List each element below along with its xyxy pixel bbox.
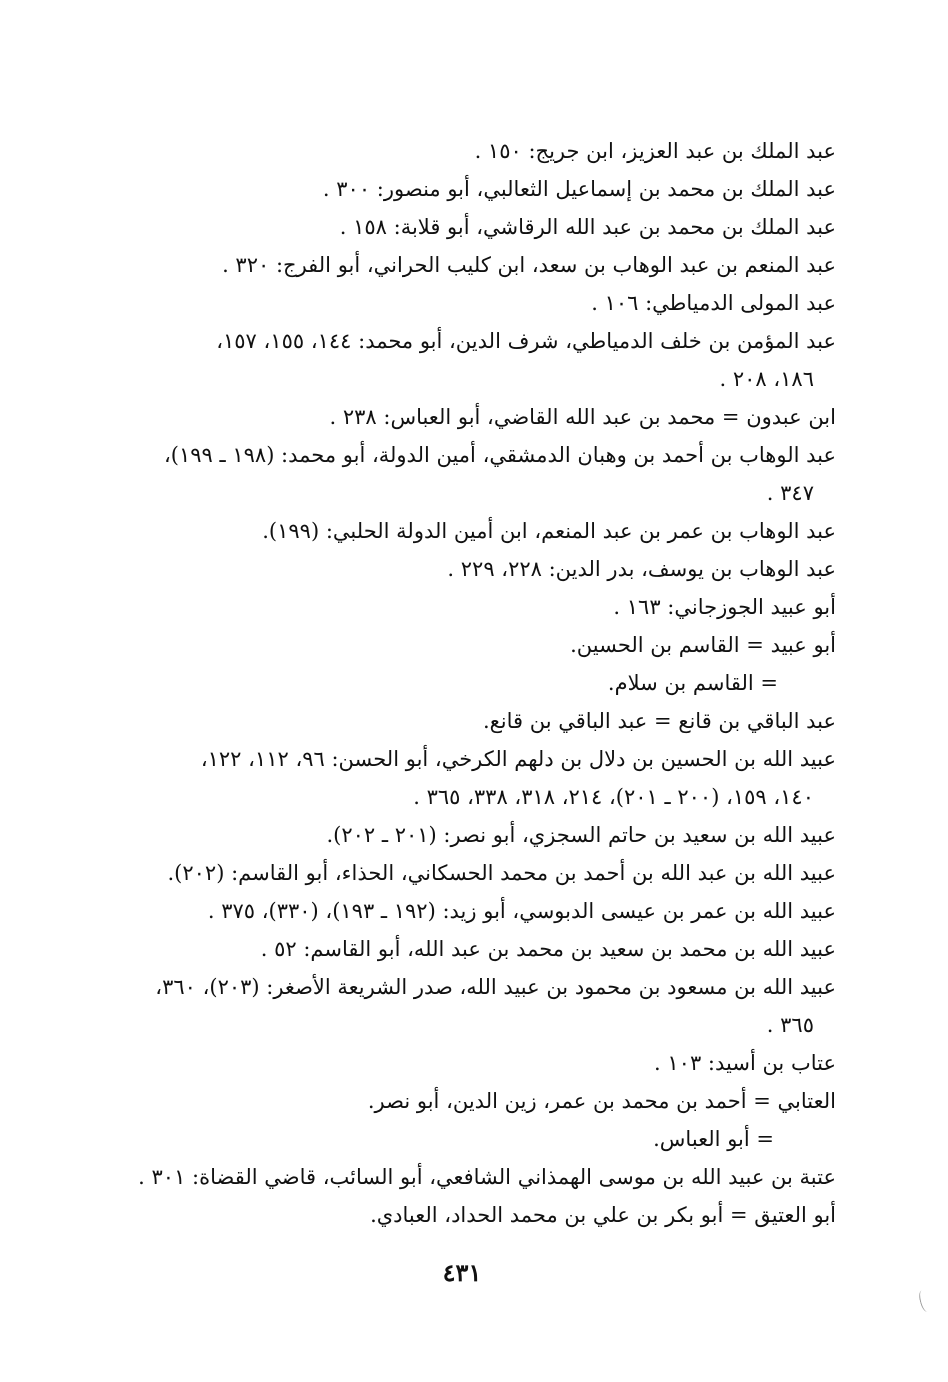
index-entry-alias: = القاسم بن سلام.: [607, 671, 778, 695]
index-entry: أبو عبيد = القاسم بن الحسين.: [570, 633, 836, 657]
index-entry: عبد المنعم بن عبد الوهاب بن سعد، ابن كليب الحراني، أبو الفرج: ٣٢٠ .: [222, 253, 836, 277]
page-number: ٤٣١: [442, 1258, 482, 1287]
index-entry: عبيد الله بن محمد بن سعيد بن محمد بن عبد الله، أبو القاسم: ٥٢ .: [260, 937, 836, 961]
index-entry: عبد المؤمن بن خلف الدمياطي، شرف الدين، أبو محمد: ١٤٤، ١٥٥، ١٥٧،: [216, 329, 836, 353]
index-entry: عبيد الله بن مسعود بن محمود بن عبيد الله، صدر الشريعة الأصغر: (٢٠٣)، ٣٦٠،: [155, 975, 836, 999]
index-entry: العتابي = أحمد بن محمد بن عمر، زين الدين، أبو نصر.: [367, 1089, 836, 1113]
page-edge-mark: [917, 1289, 931, 1313]
index-entry: أبو العتيق = أبو بكر بن علي بن محمد الحداد، العبادي.: [370, 1203, 836, 1227]
index-entry: عبيد الله بن عمر بن عيسى الدبوسي، أبو زيد: (١٩٢ ـ ١٩٣)، (٣٣٠)، ٣٧٥ .: [207, 899, 836, 923]
index-entry: عبد الوهاب بن أحمد بن وهبان الدمشقي، أمين الدولة، أبو محمد: (١٩٨ ـ ١٩٩)،: [164, 443, 836, 467]
index-entry: أبو عبيد الجوزجاني: ١٦٣ .: [613, 595, 836, 619]
index-entry: عبد الملك بن محمد بن إسماعيل الثعالبي، أبو منصور: ٣٠٠ .: [322, 177, 836, 201]
index-entry: عبد الملك بن عبد العزيز، ابن جريج: ١٥٠ .: [474, 139, 836, 163]
index-entry: عبيد الله بن عبد الله بن أحمد بن محمد الحسكاني، الحذاء، أبو القاسم: (٢٠٢).: [167, 861, 836, 885]
index-entry: عبد الوهاب بن يوسف، بدر الدين: ٢٢٨، ٢٢٩ .: [447, 557, 836, 581]
index-entry-continuation: ٣٦٥ .: [766, 1013, 814, 1037]
index-entry: عتاب بن أسيد: ١٠٣ .: [654, 1051, 836, 1075]
index-entry: عتبة بن عبيد الله بن موسى الهمذاني الشافعي، أبو السائب، قاضي القضاة: ٣٠١ .: [138, 1165, 836, 1189]
index-entry: عبيد الله بن سعيد بن حاتم السجزي، أبو نصر: (٢٠١ ـ ٢٠٢).: [326, 823, 836, 847]
index-entry-alias: = أبو العباس.: [653, 1127, 774, 1151]
index-entries: [108, 132, 836, 1234]
index-entry: عبد المولى الدمياطي: ١٠٦ .: [591, 291, 836, 315]
index-entry: عبد الباقي بن قانع = عبد الباقي بن قانع.: [482, 709, 836, 733]
index-entry-continuation: ١٨٦، ٢٠٨ .: [719, 367, 814, 391]
index-entry: عبد الوهاب بن عمر بن عبد المنعم، ابن أمين الدولة الحلبي: (١٩٩).: [262, 519, 836, 543]
index-entry: ابن عبدون = محمد بن عبد الله القاضي، أبو العباس: ٢٣٨ .: [329, 405, 836, 429]
index-entry: عبد الملك بن محمد بن عبد الله الرقاشي، أبو قلابة: ١٥٨ .: [339, 215, 836, 239]
index-entry: عبيد الله بن الحسين بن دلال بن دلهم الكرخي، أبو الحسن: ٩٦، ١١٢، ١٢٢،: [200, 747, 836, 771]
index-entry-continuation: ١٤٠، ١٥٩، (٢٠٠ ـ ٢٠١)، ٢١٤، ٣١٨، ٣٣٨، ٣٦٥ .: [413, 785, 814, 809]
index-entry-continuation: ٣٤٧ .: [766, 481, 814, 505]
